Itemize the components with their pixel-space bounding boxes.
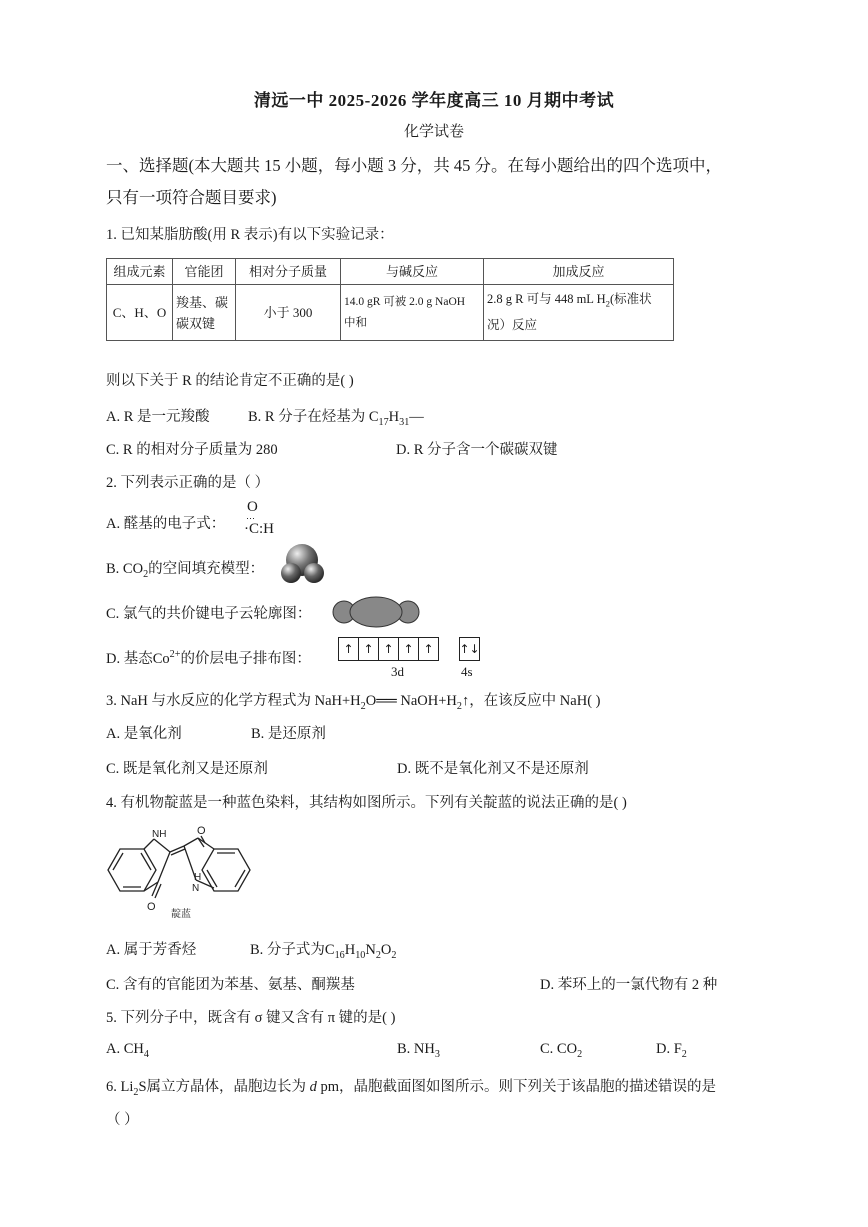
q1-stem: 1. 已知某脂肪酸(用 R 表示)有以下实验记录： (106, 227, 394, 243)
orbital-box: ↑ (398, 637, 419, 661)
text-part: pm，晶胞截面图如图所示。则下列关于该晶胞的描述错误的是 (316, 1079, 717, 1095)
table-cell-groups (173, 285, 236, 341)
atom-label-h: H (194, 872, 202, 883)
table-cell-line: 况）反应 (487, 317, 538, 332)
q4-option-a: A. 属于芳香烃 (106, 942, 197, 958)
section-heading-line2: 只有一项符合题目要求) (106, 188, 277, 207)
subscript: 10 (355, 949, 366, 961)
table-cell-elements: C、H、O (107, 285, 173, 341)
q3-option-a: A. 是氧化剂 (106, 726, 182, 742)
text-part: 3. NaH 与水反应的化学方程式为 NaH+H (106, 693, 361, 709)
subscript: 2 (577, 1048, 583, 1060)
q5-option-b (397, 1041, 440, 1060)
subscript: 2 (360, 700, 366, 712)
atom-label-o: O (147, 901, 156, 913)
q5-option-a (106, 1041, 149, 1060)
text-part: 的价层电子排布图： (180, 651, 311, 667)
q5-option-c (540, 1041, 582, 1060)
q2-option-c: C. 氯气的共价键电子云轮廓图： (106, 606, 312, 622)
table-cell-mass: 小于 300 (236, 285, 341, 341)
electron-pair-dots: ⋯ (246, 513, 255, 523)
subscript: 2 (375, 949, 381, 961)
orbital-4s-box (459, 637, 480, 661)
table-header-cell: 与碱反应 (341, 259, 484, 285)
q4-option-b (250, 938, 396, 961)
q6-answer-paren: （ ） (106, 1112, 139, 1128)
subscript: 31 (399, 416, 410, 428)
table-cell-addition (484, 285, 674, 341)
orbital-box: ↑ (418, 637, 439, 661)
indigo-caption: 靛蓝 (171, 909, 191, 920)
section-heading-line1: 一、选择题(本大题共 15 小题，每小题 3 分，共 45 分。在每小题给出的四个选项中， (106, 156, 722, 175)
subscript: 3 (434, 1048, 440, 1060)
text-part: (标准状 (610, 292, 652, 307)
table-cell-line: 中和 (344, 316, 367, 329)
q4-option-c: C. 含有的官能团为苯基、氨基、酮羰基 (106, 977, 355, 993)
orbital-label-3d: 3d (391, 664, 404, 679)
subscript: 2 (391, 949, 397, 961)
q3-option-b: B. 是还原剂 (251, 726, 326, 742)
text-part: D. F (656, 1041, 682, 1057)
q4-option-d: D. 苯环上的一氯代物有 2 种 (540, 977, 718, 993)
atom-label-nh: NH (152, 829, 167, 840)
text-part: B. CO (106, 561, 144, 577)
table-header-cell: 加成反应 (484, 259, 674, 285)
q2-option-a: A. 醛基的电子式： (106, 516, 226, 532)
q2-option-d (106, 647, 311, 668)
table-header-cell: 相对分子质量 (236, 259, 341, 285)
table-header-row (107, 259, 674, 285)
q3-option-d: D. 既不是氧化剂又不是还原剂 (397, 761, 589, 777)
table-row (107, 285, 674, 341)
q1-option-a: A. R 是一元羧酸 (106, 409, 210, 425)
q2-stem: 2. 下列表示正确的是（ ） (106, 475, 270, 491)
variable-d: d (309, 1079, 317, 1095)
table-header-cell: 官能团 (173, 259, 236, 285)
text-part: A. CH (106, 1041, 144, 1057)
subscript: 17 (378, 416, 389, 428)
text-part: B. 分子式为C (250, 942, 335, 958)
table-cell-base (341, 285, 484, 341)
table-cell-line: 14.0 gR 可被 2.0 g NaOH (344, 295, 466, 308)
q1-prompt: 则以下关于 R 的结论肯定不正确的是( ) (106, 373, 354, 389)
text-part: B. NH (397, 1041, 435, 1057)
formula-oxygen: O (247, 499, 258, 515)
q2-option-b (106, 557, 264, 580)
text-part: O══ NaOH+H (365, 693, 457, 709)
exam-subtitle: 化学试卷 (403, 124, 464, 140)
table-cell-line: 碳双键 (176, 315, 216, 331)
subscript: 2 (143, 568, 149, 580)
subscript: 2 (133, 1086, 139, 1098)
q3-option-c: C. 既是氧化剂又是还原剂 (106, 761, 268, 777)
orbital-label-4s: 4s (461, 664, 473, 679)
superscript: 2+ (169, 649, 181, 661)
text-part: C. CO (540, 1041, 578, 1057)
text-part: O (380, 942, 392, 958)
table-cell-line: 羧基、碳 (176, 294, 229, 310)
table-cell-line (487, 289, 670, 315)
q1-option-d: D. R 分子含一个碳碳双键 (396, 442, 558, 458)
text-part: ↑，在该反应中 NaH( ) (461, 693, 601, 709)
text-part: N (365, 942, 376, 958)
atom-label-o: O (197, 825, 206, 837)
text-part: 的空间填充模型： (148, 561, 265, 577)
exam-title: 清远一中 2025-2026 学年度高三 10 月期中考试 (253, 91, 615, 110)
q6-stem (106, 1075, 716, 1098)
text-part: S属立方晶体，晶胞边长为 (138, 1079, 310, 1095)
co2-space-filling-model (276, 543, 328, 585)
orbital-3d-boxes (338, 637, 439, 661)
subscript: 2 (456, 700, 462, 712)
text-part: 6. Li (106, 1079, 134, 1095)
orbital-box: ↑ (358, 637, 379, 661)
text-part: B. R 分子在烃基为 C (248, 409, 379, 425)
text-part: H (388, 409, 400, 425)
q1-option-b (248, 405, 424, 428)
subscript: 16 (334, 949, 345, 961)
table-header-cell: 组成元素 (107, 259, 173, 285)
text-part: D. 基态Co (106, 651, 170, 667)
text-part: H (344, 942, 356, 958)
orbital-box: ↑ (378, 637, 399, 661)
formula-ch: ·C:H (244, 521, 274, 537)
aldehyde-electron-formula (244, 498, 274, 538)
text-part: 2.8 g R 可与 448 mL H (487, 292, 606, 307)
orbital-box: ↑ (338, 637, 359, 661)
q5-stem: 5. 下列分子中，既含有 σ 键又含有 π 键的是( ) (106, 1010, 396, 1026)
q4-stem: 4. 有机物靛蓝是一种蓝色染料，其结构如图所示。下列有关靛蓝的说法正确的是( ) (106, 795, 627, 811)
text-part: — (409, 409, 424, 425)
q1-table (106, 258, 674, 341)
subscript: 2 (681, 1048, 687, 1060)
chlorine-electron-cloud-diagram (330, 596, 422, 628)
q3-stem (106, 689, 600, 712)
subscript: 4 (143, 1048, 149, 1060)
atom-label-n: N (192, 883, 200, 894)
q1-option-c: C. R 的相对分子质量为 280 (106, 442, 278, 458)
subscript: 2 (605, 298, 611, 309)
q5-option-d (656, 1041, 687, 1060)
orbital-box: ↑↓ (459, 637, 480, 661)
